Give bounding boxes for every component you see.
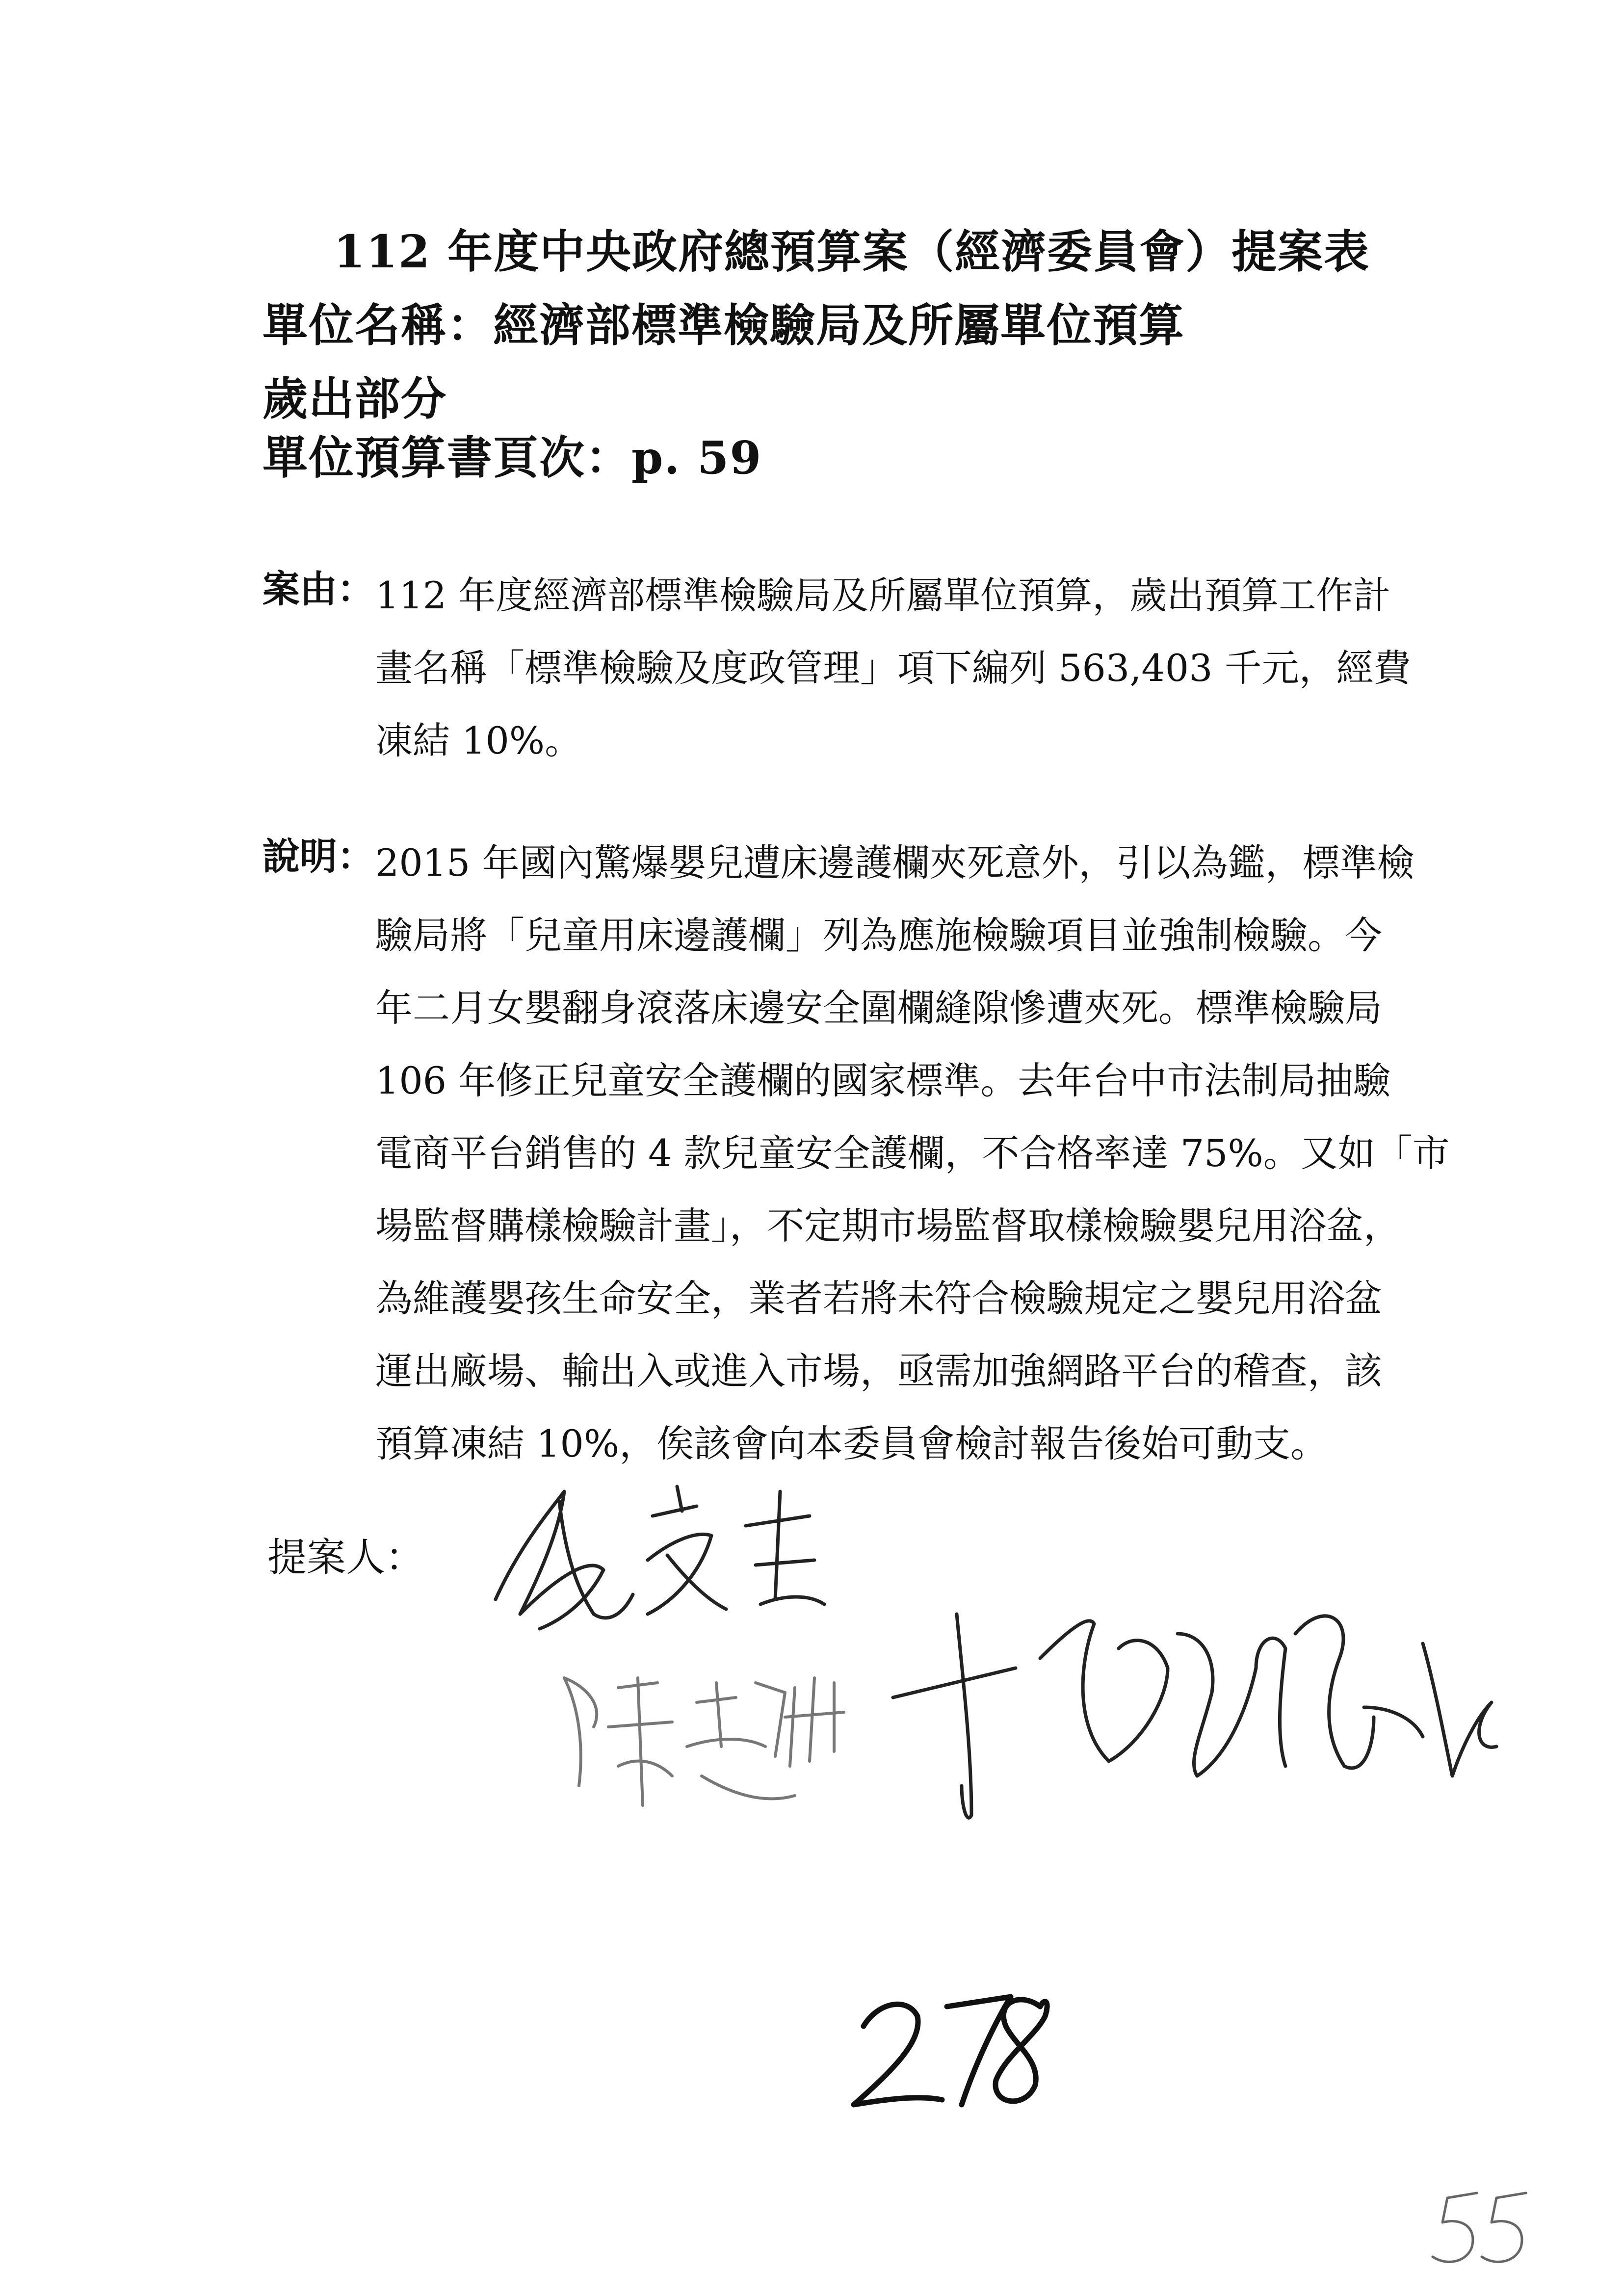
case-line: 畫名稱「標準檢驗及度政管理」項下編列 563,403 千元，經費 bbox=[375, 646, 1411, 690]
explanation-label: 說明： bbox=[262, 835, 374, 878]
handwritten-page-number bbox=[854, 1997, 1047, 2105]
explanation-line: 場監督購樣檢驗計畫」，不定期市場監督取樣檢驗嬰兒用浴盆， bbox=[375, 1204, 1401, 1248]
page-title: 112 年度中央政府總預算案（經濟委員會）提案表 bbox=[334, 225, 1370, 278]
explanation-line: 電商平台銷售的 4 款兒童安全護欄，不合格率達 75%。又如「市 bbox=[375, 1131, 1450, 1175]
case-line: 凍結 10%。 bbox=[375, 719, 582, 762]
explanation-line: 驗局將「兒童用床邊護欄」列為應施檢驗項目並強制檢驗。今 bbox=[375, 913, 1382, 957]
signature-2 bbox=[564, 1678, 844, 1805]
case-label: 案由： bbox=[262, 567, 374, 611]
explanation-line: 運出廠場、輸出入或進入市場，亟需加強網路平台的稽查，該 bbox=[375, 1349, 1382, 1393]
signature-3 bbox=[893, 1614, 1496, 1818]
explanation-line: 預算凍結 10%，俟該會向本委員會檢討報告後始可動支。 bbox=[375, 1422, 1328, 1465]
section-type: 歲出部分 bbox=[262, 372, 447, 425]
explanation-line: 106 年修正兒童安全護欄的國家標準。去年台中市法制局抽驗 bbox=[375, 1059, 1391, 1102]
page-reference: 單位預算書頁次：p. 59 bbox=[262, 431, 762, 484]
explanation-line: 2015 年國內驚爆嬰兒遭床邊護欄夾死意外，引以為鑑，標準檢 bbox=[375, 841, 1414, 885]
signature-1 bbox=[496, 1487, 824, 1629]
explanation-line: 為維護嬰孩生命安全，業者若將未符合檢驗規定之嬰兒用浴盆 bbox=[375, 1277, 1382, 1320]
handwritten-corner-number bbox=[1433, 2193, 1526, 2262]
unit-name: 單位名稱：經濟部標準檢驗局及所屬單位預算 bbox=[262, 299, 1185, 352]
explanation-line: 年二月女嬰翻身滾落床邊安全圍欄縫隙慘遭夾死。標準檢驗局 bbox=[375, 986, 1382, 1030]
proposers-label: 提案人： bbox=[267, 1535, 424, 1580]
case-line: 112 年度經濟部標準檢驗局及所屬單位預算，歲出預算工作計 bbox=[375, 574, 1391, 617]
